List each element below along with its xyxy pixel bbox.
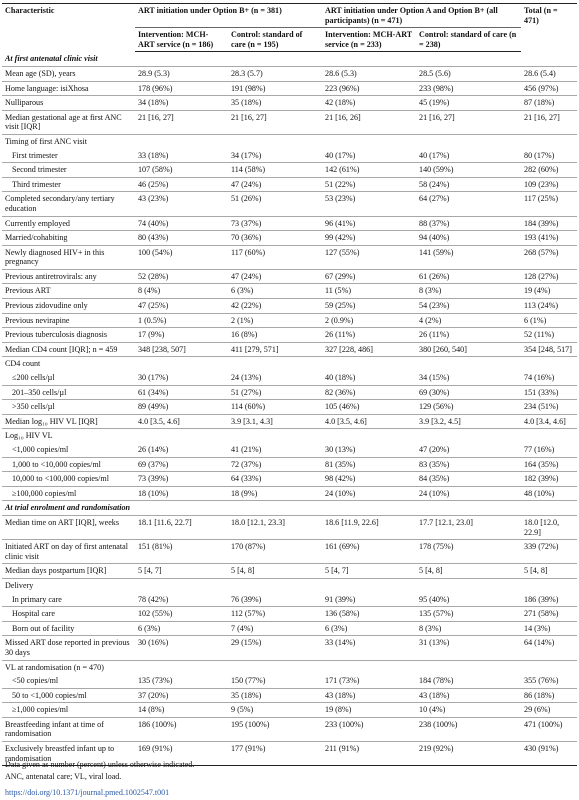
cell-value: 18.6 [11.9, 22.6]: [322, 515, 416, 539]
cell-value: 21 [16, 27]: [416, 110, 521, 134]
cell-value: 73 (39%): [135, 472, 228, 487]
cell-value: 48 (10%): [521, 486, 577, 501]
cell-value: 77 (16%): [521, 443, 577, 457]
cell-value: 30 (17%): [135, 371, 228, 385]
cell-value: 100 (54%): [135, 245, 228, 269]
row-label: Mean age (SD), years: [2, 66, 135, 81]
cell-value: 18.0 [12.0, 22.9]: [521, 515, 577, 539]
cell-value: 94 (40%): [416, 231, 521, 246]
cell-value: 51 (27%): [228, 385, 322, 400]
cell-value: 33 (18%): [135, 149, 228, 163]
table-row: [2, 371, 577, 385]
table-row: [2, 216, 577, 231]
cell-value: 268 (57%): [521, 245, 577, 269]
cell-value: 354 [248, 517]: [521, 342, 577, 357]
cell-value: 70 (36%): [228, 231, 322, 246]
cell-value: 29 (6%): [521, 703, 577, 718]
cell-value: 184 (39%): [521, 216, 577, 231]
cell-value: 348 [238, 507]: [135, 342, 228, 357]
cell-value: 83 (35%): [416, 457, 521, 472]
cell-value: 59 (25%): [322, 299, 416, 314]
table-row: [2, 81, 577, 96]
cell-value: 26 (14%): [135, 443, 228, 457]
cell-value: 64 (27%): [416, 192, 521, 216]
cell-value: 282 (60%): [521, 163, 577, 178]
table-header: [2, 4, 577, 52]
cell-value: 161 (69%): [322, 540, 416, 564]
cell-value: 211 (91%): [322, 742, 416, 766]
cell-value: 238 (100%): [416, 717, 521, 741]
cell-value: 89 (49%): [135, 400, 228, 415]
row-label: Previous antiretrovirals: any: [2, 269, 135, 284]
cell-value: 380 [260, 540]: [416, 342, 521, 357]
table-row: [2, 472, 577, 487]
cell-value: 61 (34%): [135, 385, 228, 400]
cell-value: 99 (42%): [322, 231, 416, 246]
cell-value: 136 (58%): [322, 607, 416, 622]
cell-value: 184 (78%): [416, 674, 521, 688]
cell-value: 4.0 [3.5, 4.6]: [135, 414, 228, 429]
cell-value: 191 (98%): [228, 81, 322, 96]
row-label: 10,000 to <100,000 copies/ml: [2, 472, 135, 487]
cell-value: 26 (11%): [416, 328, 521, 343]
row-label: Median gestational age at first ANC visit [IQR]: [2, 110, 135, 134]
cell-value: 430 (91%): [521, 742, 577, 766]
cell-value: 5 [4, 8]: [416, 564, 521, 579]
cell-value: 2 (0.9%): [322, 313, 416, 328]
header-all-participants: ART initiation under Option A and Option B+ (all participants) (n = 471): [322, 4, 521, 28]
row-label: Home language: isiXhosa: [2, 81, 135, 96]
table-row: [2, 486, 577, 501]
cell-value: 74 (40%): [135, 216, 228, 231]
table-body: [2, 52, 577, 766]
cell-value: 5 [4, 7]: [135, 564, 228, 579]
table-row: [2, 515, 577, 539]
section-header-row: [2, 52, 577, 67]
cell-value: 28.5 (5.6): [416, 66, 521, 81]
row-label: Hospital care: [2, 607, 135, 622]
header-total: Total (n = 471): [521, 4, 577, 52]
cell-value: 81 (35%): [322, 457, 416, 472]
cell-value: 6 (3%): [228, 284, 322, 299]
header-control-b: Control: standard of care (n = 195): [228, 28, 322, 52]
cell-value: 24 (10%): [322, 486, 416, 501]
cell-value: 177 (91%): [228, 742, 322, 766]
cell-value: 178 (96%): [135, 81, 228, 96]
table-row: [2, 149, 577, 163]
row-label: Delivery: [5, 580, 34, 590]
row-label: Previous nevirapine: [2, 313, 135, 328]
row-label: ≥1,000 copies/ml: [2, 703, 135, 718]
cell-value: 35 (18%): [228, 688, 322, 703]
cell-value: 129 (56%): [416, 400, 521, 415]
row-label: 50 to <1,000 copies/ml: [2, 688, 135, 703]
header-characteristic: Characteristic: [2, 4, 135, 52]
cell-value: 223 (96%): [322, 81, 416, 96]
cell-value: 9 (5%): [228, 703, 322, 718]
cell-value: 3.9 [3.2, 4.5]: [416, 414, 521, 429]
group-header-row: [2, 429, 577, 443]
cell-value: 127 (55%): [322, 245, 416, 269]
row-label: ≥100,000 copies/ml: [2, 486, 135, 501]
cell-value: 24 (13%): [228, 371, 322, 385]
footnote-abbreviations: ANC, antenatal care; VL, viral load.: [5, 772, 122, 781]
cell-value: 102 (55%): [135, 607, 228, 622]
table-row: [2, 269, 577, 284]
cell-value: 114 (58%): [228, 163, 322, 178]
row-label: Median CD4 count [IQR]; n = 459: [2, 342, 135, 357]
cell-value: 16 (8%): [228, 328, 322, 343]
cell-value: 51 (26%): [228, 192, 322, 216]
cell-value: 233 (98%): [416, 81, 521, 96]
cell-value: 43 (18%): [416, 688, 521, 703]
row-label: Breastfeeding infant at time of randomisation: [2, 717, 135, 741]
row-label: <50 copies/ml: [2, 674, 135, 688]
cell-value: 17 (9%): [135, 328, 228, 343]
row-label: Log₁₀ HIV VL: [5, 431, 53, 441]
cell-value: 8 (3%): [416, 621, 521, 636]
row-label: Timing of first ANC visit: [5, 136, 88, 146]
row-label: Previous ART: [2, 284, 135, 299]
section-header-row: [2, 501, 577, 516]
cell-value: 30 (13%): [322, 443, 416, 457]
cell-value: 11 (5%): [322, 284, 416, 299]
header-option-b-plus: ART initiation under Option B+ (n = 381): [135, 4, 322, 28]
cell-value: 21 [16, 27]: [521, 110, 577, 134]
cell-value: 69 (30%): [416, 385, 521, 400]
table-row: [2, 299, 577, 314]
row-label: Second trimester: [2, 163, 135, 178]
cell-value: 411 [279, 571]: [228, 342, 322, 357]
table-row: [2, 66, 577, 81]
cell-value: 107 (58%): [135, 163, 228, 178]
cell-value: 47 (24%): [228, 269, 322, 284]
cell-value: 96 (41%): [322, 216, 416, 231]
table-row: [2, 96, 577, 111]
cell-value: 4.0 [3.4, 4.6]: [521, 414, 577, 429]
table-row: [2, 621, 577, 636]
cell-value: 43 (23%): [135, 192, 228, 216]
cell-value: 2 (1%): [228, 313, 322, 328]
group-header-row: [2, 357, 577, 371]
cell-value: 339 (72%): [521, 540, 577, 564]
cell-value: 53 (23%): [322, 192, 416, 216]
row-label: Currently employed: [2, 216, 135, 231]
cell-value: 46 (25%): [135, 177, 228, 192]
cell-value: 109 (23%): [521, 177, 577, 192]
cell-value: 105 (46%): [322, 400, 416, 415]
row-label: Initiated ART on day of first antenatal clinic visit: [2, 540, 135, 564]
table-row: [2, 636, 577, 660]
row-label: In primary care: [2, 593, 135, 607]
cell-value: 82 (36%): [322, 385, 416, 400]
header-intervention-all: Intervention: MCH-ART service (n = 233): [322, 28, 416, 52]
cell-value: 87 (18%): [521, 96, 577, 111]
cell-value: 182 (39%): [521, 472, 577, 487]
cell-value: 19 (4%): [521, 284, 577, 299]
cell-value: 80 (43%): [135, 231, 228, 246]
row-label: Newly diagnosed HIV+ in this pregnancy: [2, 245, 135, 269]
cell-value: 84 (35%): [416, 472, 521, 487]
row-label: >350 cells/µl: [2, 400, 135, 415]
group-header-row: [2, 134, 577, 148]
cell-value: 14 (3%): [521, 621, 577, 636]
cell-value: 58 (24%): [416, 177, 521, 192]
cell-value: 186 (39%): [521, 593, 577, 607]
cell-value: 40 (18%): [322, 371, 416, 385]
cell-value: 51 (22%): [322, 177, 416, 192]
cell-value: 195 (100%): [228, 717, 322, 741]
row-label: At trial enrolment and randomisation: [2, 501, 577, 516]
cell-value: 41 (21%): [228, 443, 322, 457]
cell-value: 4.0 [3.5, 4.6]: [322, 414, 416, 429]
cell-value: 18.1 [11.6, 22.7]: [135, 515, 228, 539]
cell-value: 219 (92%): [416, 742, 521, 766]
table-row: [2, 245, 577, 269]
cell-value: 26 (11%): [322, 328, 416, 343]
row-label: Median log₁₀ HIV VL [IQR]: [2, 414, 135, 429]
row-label: Nulliparous: [2, 96, 135, 111]
cell-value: 61 (26%): [416, 269, 521, 284]
row-label: ≤200 cells/µl: [2, 371, 135, 385]
cell-value: 34 (15%): [416, 371, 521, 385]
table-row: [2, 284, 577, 299]
cell-value: 69 (37%): [135, 457, 228, 472]
cell-value: 117 (25%): [521, 192, 577, 216]
cell-value: 169 (91%): [135, 742, 228, 766]
row-label: Median time on ART [IQR], weeks: [2, 515, 135, 539]
table-row: [2, 110, 577, 134]
table-row: [2, 674, 577, 688]
cell-value: 7 (4%): [228, 621, 322, 636]
table-row: [2, 177, 577, 192]
row-label: Married/cohabiting: [2, 231, 135, 246]
cell-value: 112 (57%): [228, 607, 322, 622]
cell-value: 73 (37%): [228, 216, 322, 231]
cell-value: 193 (41%): [521, 231, 577, 246]
cell-value: 28.9 (5.3): [135, 66, 228, 81]
table-row: [2, 457, 577, 472]
header-intervention-b: Intervention: MCH-ART service (n = 186): [135, 28, 228, 52]
cell-value: 135 (57%): [416, 607, 521, 622]
cell-value: 6 (1%): [521, 313, 577, 328]
row-label: Median days postpartum [IQR]: [2, 564, 135, 579]
table-row: [2, 328, 577, 343]
cell-value: 5 [4, 8]: [521, 564, 577, 579]
cell-value: 271 (58%): [521, 607, 577, 622]
cell-value: 4 (2%): [416, 313, 521, 328]
group-header-row: [2, 660, 577, 674]
cell-value: 186 (100%): [135, 717, 228, 741]
cell-value: 3.9 [3.1, 4.3]: [228, 414, 322, 429]
table-row: [2, 607, 577, 622]
cell-value: 8 (4%): [135, 284, 228, 299]
cell-value: 21 [16, 26]: [322, 110, 416, 134]
row-label: At first antenatal clinic visit: [2, 52, 577, 67]
cell-value: 151 (33%): [521, 385, 577, 400]
row-label: Previous zidovudine only: [2, 299, 135, 314]
cell-value: 1 (0.5%): [135, 313, 228, 328]
cell-value: 17.7 [12.1, 23.0]: [416, 515, 521, 539]
row-label: 1,000 to <10,000 copies/ml: [2, 457, 135, 472]
cell-value: 29 (15%): [228, 636, 322, 660]
cell-value: 128 (27%): [521, 269, 577, 284]
cell-value: 355 (76%): [521, 674, 577, 688]
row-label: <1,000 copies/ml: [2, 443, 135, 457]
row-label: Third trimester: [2, 177, 135, 192]
cell-value: 114 (60%): [228, 400, 322, 415]
cell-value: 19 (8%): [322, 703, 416, 718]
cell-value: 28.3 (5.7): [228, 66, 322, 81]
table-row: [2, 192, 577, 216]
cell-value: 21 [16, 27]: [135, 110, 228, 134]
row-label: First trimester: [2, 149, 135, 163]
cell-value: 45 (19%): [416, 96, 521, 111]
cell-value: 178 (75%): [416, 540, 521, 564]
cell-value: 233 (100%): [322, 717, 416, 741]
table-row: [2, 703, 577, 718]
cell-value: 52 (11%): [521, 328, 577, 343]
row-label: Exclusively breastfed infant up to randomisation: [2, 742, 135, 766]
cell-value: 67 (29%): [322, 269, 416, 284]
footnote-data-format: Data given as number (percent) unless otherwise indicated.: [5, 760, 195, 769]
cell-value: 43 (18%): [322, 688, 416, 703]
cell-value: 24 (10%): [416, 486, 521, 501]
cell-value: 47 (24%): [228, 177, 322, 192]
table-row: [2, 564, 577, 579]
cell-value: 327 [228, 486]: [322, 342, 416, 357]
row-label: Previous tuberculosis diagnosis: [2, 328, 135, 343]
cell-value: 34 (17%): [228, 149, 322, 163]
cell-value: 6 (3%): [135, 621, 228, 636]
table-row: [2, 540, 577, 564]
cell-value: 30 (16%): [135, 636, 228, 660]
cell-value: 35 (18%): [228, 96, 322, 111]
baseline-characteristics-table: [2, 3, 577, 766]
cell-value: 164 (35%): [521, 457, 577, 472]
table-row: [2, 443, 577, 457]
cell-value: 42 (18%): [322, 96, 416, 111]
cell-value: 5 [4, 8]: [228, 564, 322, 579]
cell-value: 47 (25%): [135, 299, 228, 314]
cell-value: 171 (73%): [322, 674, 416, 688]
table-row: [2, 163, 577, 178]
group-header-row: [2, 578, 577, 592]
cell-value: 5 [4, 7]: [322, 564, 416, 579]
cell-value: 140 (59%): [416, 163, 521, 178]
cell-value: 170 (87%): [228, 540, 322, 564]
cell-value: 141 (59%): [416, 245, 521, 269]
cell-value: 234 (51%): [521, 400, 577, 415]
cell-value: 98 (42%): [322, 472, 416, 487]
table-row: [2, 385, 577, 400]
cell-value: 8 (3%): [416, 284, 521, 299]
cell-value: 18.0 [12.1, 23.3]: [228, 515, 322, 539]
cell-value: 76 (39%): [228, 593, 322, 607]
cell-value: 150 (77%): [228, 674, 322, 688]
cell-value: 88 (37%): [416, 216, 521, 231]
cell-value: 91 (39%): [322, 593, 416, 607]
table-row: [2, 414, 577, 429]
row-label: Born out of facility: [2, 621, 135, 636]
row-label: Missed ART dose reported in previous 30 days: [2, 636, 135, 660]
doi-link[interactable]: https://doi.org/10.1371/journal.pmed.1002547.t001: [5, 788, 170, 797]
cell-value: 42 (22%): [228, 299, 322, 314]
cell-value: 10 (4%): [416, 703, 521, 718]
cell-value: 64 (33%): [228, 472, 322, 487]
cell-value: 117 (60%): [228, 245, 322, 269]
cell-value: 18 (10%): [135, 486, 228, 501]
cell-value: 78 (42%): [135, 593, 228, 607]
cell-value: 21 [16, 27]: [228, 110, 322, 134]
cell-value: 6 (3%): [322, 621, 416, 636]
cell-value: 28.6 (5.4): [521, 66, 577, 81]
cell-value: 47 (20%): [416, 443, 521, 457]
cell-value: 142 (61%): [322, 163, 416, 178]
cell-value: 74 (16%): [521, 371, 577, 385]
cell-value: 31 (13%): [416, 636, 521, 660]
table-row: [2, 593, 577, 607]
row-label: 201–350 cells/µl: [2, 385, 135, 400]
cell-value: 18 (9%): [228, 486, 322, 501]
cell-value: 34 (18%): [135, 96, 228, 111]
cell-value: 33 (14%): [322, 636, 416, 660]
cell-value: 95 (40%): [416, 593, 521, 607]
cell-value: 72 (37%): [228, 457, 322, 472]
cell-value: 14 (8%): [135, 703, 228, 718]
row-label: Completed secondary/any tertiary education: [2, 192, 135, 216]
cell-value: 52 (28%): [135, 269, 228, 284]
cell-value: 40 (17%): [416, 149, 521, 163]
cell-value: 54 (23%): [416, 299, 521, 314]
table-row: [2, 400, 577, 415]
cell-value: 113 (24%): [521, 299, 577, 314]
table-row: [2, 342, 577, 357]
table-row: [2, 688, 577, 703]
cell-value: 40 (17%): [322, 149, 416, 163]
row-label: VL at randomisation (n = 470): [5, 662, 104, 672]
row-label: CD4 count: [5, 359, 41, 369]
cell-value: 37 (20%): [135, 688, 228, 703]
cell-value: 135 (73%): [135, 674, 228, 688]
cell-value: 80 (17%): [521, 149, 577, 163]
cell-value: 28.6 (5.3): [322, 66, 416, 81]
table-row: [2, 717, 577, 741]
cell-value: 471 (100%): [521, 717, 577, 741]
table-row: [2, 231, 577, 246]
cell-value: 151 (81%): [135, 540, 228, 564]
cell-value: 64 (14%): [521, 636, 577, 660]
table-row: [2, 313, 577, 328]
header-control-all: Control: standard of care (n = 238): [416, 28, 521, 52]
cell-value: 456 (97%): [521, 81, 577, 96]
cell-value: 86 (18%): [521, 688, 577, 703]
